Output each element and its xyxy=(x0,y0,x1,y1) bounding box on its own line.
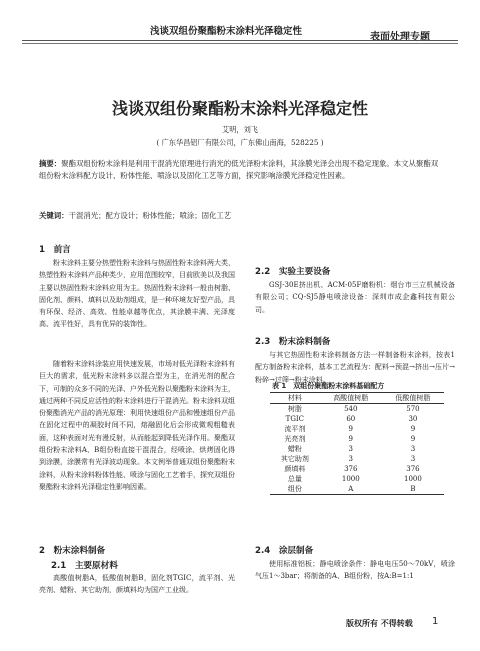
table-cell: 3 xyxy=(410,445,416,453)
table-cell: 9 xyxy=(348,425,353,433)
article-title: 浅谈双组份聚酯粉末涂料光泽稳定性 xyxy=(111,99,368,118)
abstract-label: 摘要： xyxy=(39,159,62,168)
keywords-text: 干混消光；配方设计；粉体性能；喷涂；固化工艺 xyxy=(68,211,232,220)
table-1 xyxy=(270,392,444,495)
section-2-3-text: 与其它热固性粉末涂料制备方法一样制备粉末涂料，按表1配方制备粉末涂料，基本工艺流程为：配料→预混→挤出→压片→粉碎→过筛→粉末涂料。 xyxy=(255,351,455,384)
table-row xyxy=(270,454,444,464)
keywords-label: 关键词： xyxy=(39,211,69,220)
header-rule-secondary xyxy=(22,43,458,44)
abstract xyxy=(39,158,444,183)
table-cell: 3 xyxy=(410,455,416,463)
section-2-4-text: 使用标准铝板；静电喷涂条件：静电电压50～70kV，喷涂气压1～3bar；将制备的A、B组份粉，按A:B=1:1 xyxy=(255,560,455,581)
table-cell: 570 xyxy=(406,405,420,413)
copyright-notice: 版权所有 不得转载 xyxy=(346,618,413,628)
abstract-text: 聚酯双组份粉末涂料是利用干混消光原理进行消光的低光泽粉末涂料，其涂膜光泽会出现不稳定现象。本文从聚酯双组份粉末涂料配方设计、粉体性能、喷涂以及固化工艺等方面，探究影响涂膜光泽稳定性因素。 xyxy=(39,159,439,181)
section-2-3-heading: 2.3 粉末涂料制备 xyxy=(255,337,331,347)
table-header-row xyxy=(270,393,444,404)
table-1-caption: 表 1 双组份聚酯粉末涂料基础配方 xyxy=(272,382,385,390)
table-cell: 树脂 xyxy=(287,405,302,413)
section-1-paragraph-1: 粉末涂料主要分热塑性粉末涂料与热固性粉末涂料两大类，热塑性粉末涂料产品种类少，应用范围较窄，目前欧美以及我国主要以热固性粉末涂料应用为主。热固性粉末涂料一般由树脂、固化剂、颜料、填料以及助剂组成，是一种环境友好型产品，具有环保、经济、高效、性能卓越等优点，其涂膜丰满、光泽度高、流平性好，具有优异的装饰性。 xyxy=(39,259,235,329)
section-1-heading: 1 前言 xyxy=(39,245,71,255)
article-authors: 艾明，刘飞 xyxy=(222,125,258,134)
table-cell: 3 xyxy=(348,445,353,453)
table-row xyxy=(270,404,444,415)
header-rule xyxy=(22,40,458,41)
table-cell: B xyxy=(410,485,416,493)
section-1-paragraph-2: 随着粉末涂料涂装应用快速发展，市场对低光泽粉末涂料有巨大的需求，低光粉末涂料多以混合型为主，在消光剂的配合下，可制的众多不同的光泽、户外低光粉以聚酯粉末涂料为主，通过两种不同反应活性的粉末涂料进行干混消光。粉末涂料双组份聚酯消光产品的消光原理：利用快速组份产品和慢速组份产品在固化过程中的凝胶时间不同，熔融固化后会形成微观粗糙表面，这种表面对光有漫反射，从而能起到降低光泽作用。聚酯双组份粉末涂料A、B组份粉直接干混混合，经喷涂、烘烤固化得到涂膜，涂膜常有光泽波动现象。本文例举普通双组份聚酯粉末涂料，从粉末涂料粉体性能、喷涂与固化工艺着手，探究双组份聚酯粉末涂料光泽稳定性影响因素。 xyxy=(39,360,235,491)
section-2-4-heading: 2.4 涂层制备 xyxy=(255,546,314,556)
table-cell: 流平剂 xyxy=(284,425,306,433)
table-cell: A xyxy=(348,485,354,493)
table-cell: 9 xyxy=(410,425,416,433)
section-2-2-text: GSJ-30E挤出机、ACM-05F磨粉机：烟台市三立机械设备有限公司；CQ-SJ5静电喷涂设备：深圳市成企鑫科技有限公司。 xyxy=(255,281,455,314)
table-cell: 蜡粉 xyxy=(287,445,302,453)
keywords xyxy=(39,210,444,221)
table-header-cell: 低酸值树脂 xyxy=(395,394,431,402)
table-header-cell: 材料 xyxy=(287,394,302,402)
table-cell: 376 xyxy=(406,465,420,473)
table-cell: 376 xyxy=(344,465,358,473)
table-cell: 1000 xyxy=(404,475,422,483)
table-row xyxy=(270,474,444,484)
table-row xyxy=(270,464,444,474)
table-cell: 3 xyxy=(348,455,353,463)
running-header-column: 表面处理专题 xyxy=(370,32,430,43)
section-2-heading: 2 粉末涂料制备 xyxy=(39,546,106,556)
table-row xyxy=(270,434,444,444)
table-cell: 60 xyxy=(346,415,356,423)
table-row xyxy=(270,444,444,454)
table-cell: 光亮剂 xyxy=(284,435,306,443)
table-cell: 其它助剂 xyxy=(280,455,309,463)
article-affiliation: ( 广东华昌铝厂有限公司，广东佛山南海，528225 ) xyxy=(156,138,324,147)
page-number: 1 xyxy=(432,616,439,627)
section-2-2-heading: 2.2 实验主要设备 xyxy=(255,267,331,277)
table-cell: 540 xyxy=(344,405,358,413)
table-cell: 组份 xyxy=(287,485,302,493)
table-row xyxy=(270,414,444,424)
running-header-title: 浅谈双组份聚酯粉末涂料光泽稳定性 xyxy=(150,26,303,37)
section-2-1-heading: 2.1 主要原材料 xyxy=(51,561,118,571)
table-header-cell: 高酸值树脂 xyxy=(333,394,369,402)
table-cell: 9 xyxy=(348,435,353,443)
table-cell: 9 xyxy=(410,435,416,443)
section-2-1-text: 高酸值树脂A，低酸值树脂B，固化剂TGIC，流平剂、光亮剂、蜡粉、其它助剂，颜填料均为国产工业级。 xyxy=(39,574,235,595)
table-cell: 1000 xyxy=(341,475,360,483)
table-row xyxy=(270,484,444,495)
table-cell: 30 xyxy=(408,415,418,423)
table-cell: 颜填料 xyxy=(284,465,306,473)
table-cell: TGIC xyxy=(285,415,305,423)
table-row xyxy=(270,424,444,434)
table-cell: 总量 xyxy=(287,475,302,483)
